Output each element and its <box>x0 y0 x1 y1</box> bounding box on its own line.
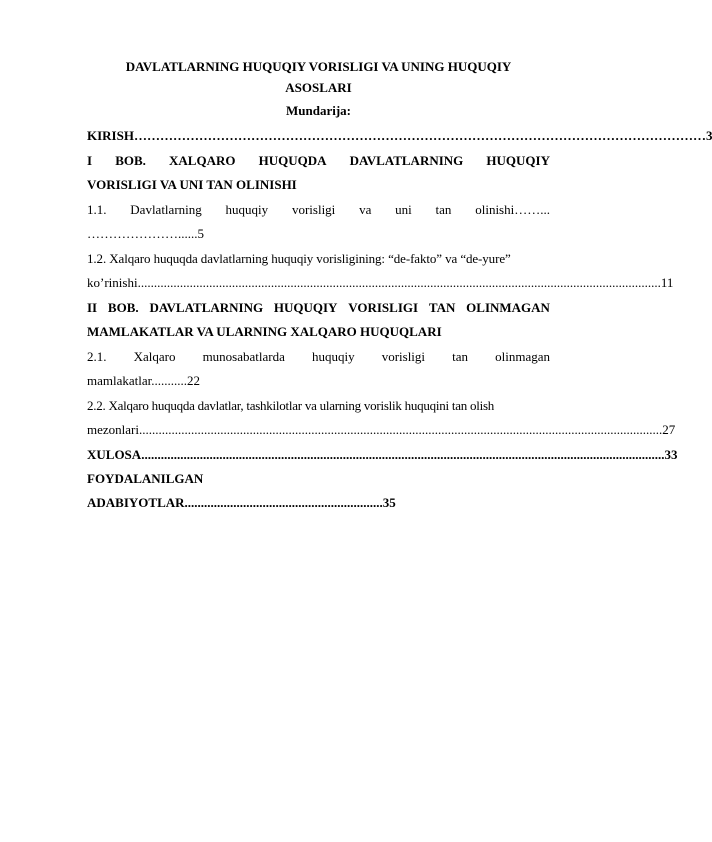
toc-entry-1-2-line1: 1.2. Xalqaro huquqda davlatlarning huquqiy vorisligining: “de-fakto” va “de-yure” <box>87 251 511 266</box>
toc-leader: ................................................................................................................................................................. <box>141 447 665 462</box>
document-title-line2: ASOSLARI <box>285 80 352 95</box>
toc-page-number: 11 <box>660 275 674 290</box>
toc-leader: …………………………………………………………………………………………………………………… <box>133 128 706 143</box>
toc-page-number: 22 <box>187 373 201 388</box>
toc-page-number: 5 <box>197 226 204 241</box>
toc-entry-adab-line1: FOYDALANILGAN <box>87 471 204 486</box>
toc-entry-bob2-line1: II BOB. DAVLATLARNING HUQUQIY VORISLIGI TAN OLINMAGAN <box>87 300 550 315</box>
toc-entry-2-2-line2: mezonlari ................................................................................................................................................................. 27 <box>87 422 676 437</box>
toc-entry-bob1-line1: I BOB. XALQARO HUQUQDA DAVLATLARNING HUQUQIY <box>87 153 550 168</box>
toc-page-number: 3 <box>705 128 712 143</box>
toc-page-number: 27 <box>662 422 676 437</box>
toc-entry-2-1-line1: 2.1. Xalqaro munosabatlarda huquqiy vorisligi tan olinmagan <box>87 349 550 364</box>
toc-entry-bob1-line2: VORISLIGI VA UNI TAN OLINISHI <box>87 177 297 192</box>
toc-entry-kirish <box>87 127 712 145</box>
document-title-line1: DAVLATLARNING HUQUQIY VORISLIGI VA UNING HUQUQIY <box>125 59 512 74</box>
toc-entry-2-1-line2: mamlakatlar...........22 <box>87 373 201 388</box>
toc-page-number: 35 <box>382 495 396 510</box>
toc-page-number: 33 <box>664 447 678 462</box>
toc-leader: ................................................................................................................................................................. <box>138 422 663 437</box>
toc-entry-text: KIRISH <box>87 128 134 143</box>
toc-leader: ................................................................................................................................................................. <box>137 275 661 290</box>
toc-entry-1-1-line1: 1.1. Davlatlarning huquqiy vorisligi va uni tan olinishi……... <box>87 202 550 217</box>
toc-entry-adab-line2: ADABIYOTLAR.............................................................35 <box>87 495 396 510</box>
toc-entry-1-1-line2: …………………......5 <box>87 226 204 241</box>
toc-entry-2-2-line1: 2.2. Xalqaro huquqda davlatlar, tashkilotlar va ularning vorislik huquqini tan olish <box>87 398 495 413</box>
toc-entry-xulosa: XULOSA ................................................................................................................................................................. 33 <box>87 447 678 462</box>
contents-heading: Mundarija: <box>286 103 351 118</box>
toc-entry-bob2-line2: MAMLAKATLAR VA ULARNING XALQARO HUQUQLARI <box>87 324 442 339</box>
toc-entry-1-2-line2: ko’rinishi ................................................................................................................................................................. 11 <box>87 275 674 290</box>
